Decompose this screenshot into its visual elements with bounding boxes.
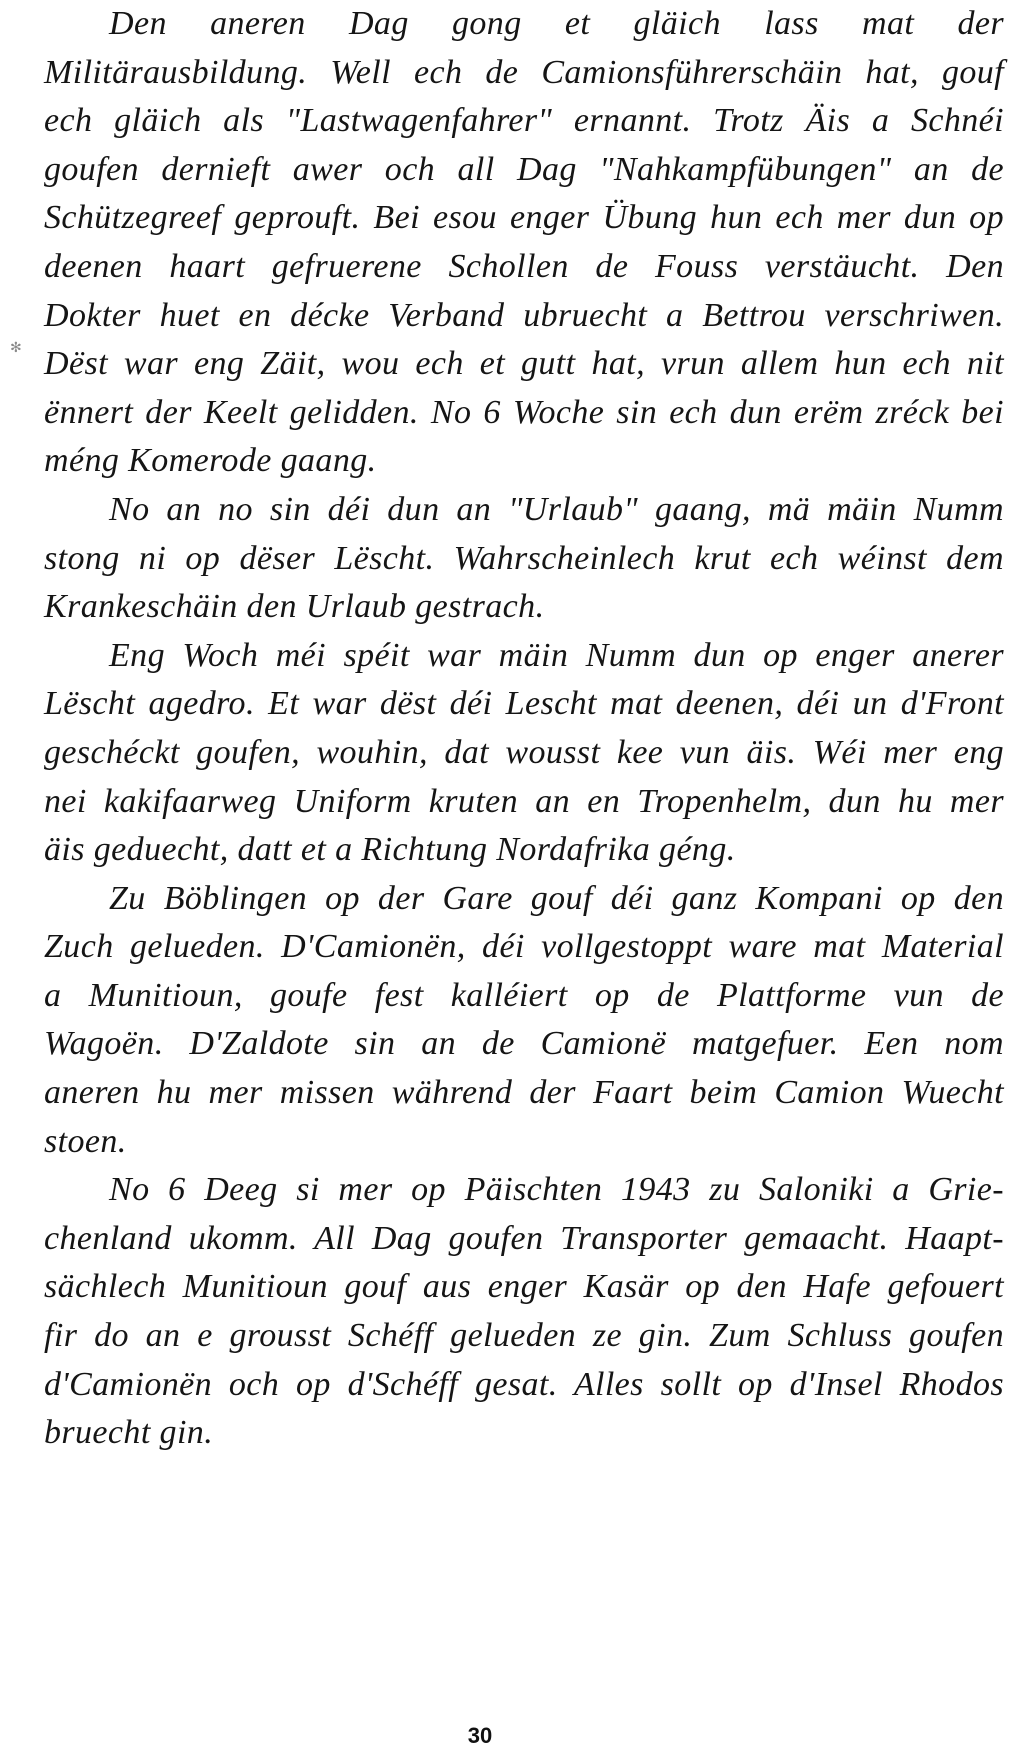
document-body [44, 0, 1004, 1458]
text-line: Lëscht agedro. Et war dëst déi Lescht mat deenen, déi un d'Front [44, 685, 1004, 723]
page-number: 30 [467, 1723, 493, 1748]
text-line: Dokter huet en décke Verband ubruecht a Bettrou verschriwen. [44, 296, 1004, 334]
text-line: Zuch gelueden. D'Camionën, déi vollgestoppt ware mat Material [44, 928, 1004, 966]
text-line: sächlech Munitioun gouf aus enger Kasär op den Hafe gefouert [44, 1268, 1004, 1306]
text-line: chenland ukomm. All Dag goufen Transporter gemaacht. Haapt- [44, 1219, 1004, 1257]
text-line: Den aneren Dag gong et gläich lass mat der [109, 5, 1004, 42]
text-line: d'Camionën och op d'Schéff gesat. Alles sollt op d'Insel Rhodos [44, 1365, 1004, 1403]
text-line: Krankeschäin den Urlaub gestrach. [44, 588, 545, 626]
text-line: stoen. [44, 1122, 127, 1160]
text-line: geschéckt goufen, wouhin, dat wousst kee vun äis. Wéi mer eng [44, 733, 1004, 771]
paragraph-1 [44, 0, 1004, 486]
text-line: Zu Böblingen op der Gare gouf déi ganz Kompani op den [109, 879, 1004, 917]
text-line: Schützegreef geprouft. Bei esou enger Übung hun ech mer dun op [44, 199, 1004, 237]
text-line: stong ni op dëser Lëscht. Wahrscheinlech krut ech wéinst dem [44, 539, 1004, 577]
text-line: nei kakifaarweg Uniform kruten an en Tropenhelm, dun hu mer [44, 782, 1004, 820]
text-line: ënnert der Keelt gelidden. No 6 Woche sin ech dun erëm zréck bei [44, 393, 1004, 431]
text-line: Dëst war eng Zäit, wou ech et gutt hat, vrun allem hun ech nit [44, 345, 1004, 383]
text-line: aneren hu mer missen während der Faart beim Camion Wuecht [44, 1074, 1004, 1112]
paragraph-4 [44, 875, 1004, 1167]
text-line: bruecht gin. [44, 1414, 214, 1452]
text-line: ech gläich als "Lastwagenfahrer" ernannt. Trotz Äis a Schnéi [44, 102, 1004, 140]
paragraph-5 [44, 1166, 1004, 1458]
text-line: Eng Woch méi spéit war mäin Numm dun op enger anerer [109, 636, 1004, 674]
text-line: fir do an e grousst Schéff gelueden ze gin. Zum Schluss goufen [44, 1317, 1004, 1355]
paragraph-2 [44, 486, 1004, 632]
text-line: äis geduecht, datt et a Richtung Nordafrika géng. [44, 831, 736, 869]
text-line: méng Komerode gaang. [44, 442, 377, 480]
text-line: No 6 Deeg si mer op Päischten 1943 zu Saloniki a Grie- [109, 1171, 1004, 1209]
text-line: a Munitioun, goufe fest kalléiert op de Plattforme vun de [44, 976, 1004, 1014]
paragraph-3 [44, 632, 1004, 875]
text-line: goufen dernieft awer och all Dag "Nahkampfübungen" an de [44, 150, 1004, 188]
text-line: No an no sin déi dun an "Urlaub" gaang, mä mäin Numm [109, 490, 1004, 528]
text-line: Wagoën. D'Zaldote sin an de Camionë matgefuer. Een nom [44, 1025, 1004, 1063]
margin-mark: ✻ [10, 340, 22, 356]
text-line: Militärausbildung. Well ech de Camionsführerschäin hat, gouf [44, 53, 1004, 91]
text-line: deenen haart gefruerene Schollen de Fouss verstäucht. Den [44, 247, 1004, 285]
